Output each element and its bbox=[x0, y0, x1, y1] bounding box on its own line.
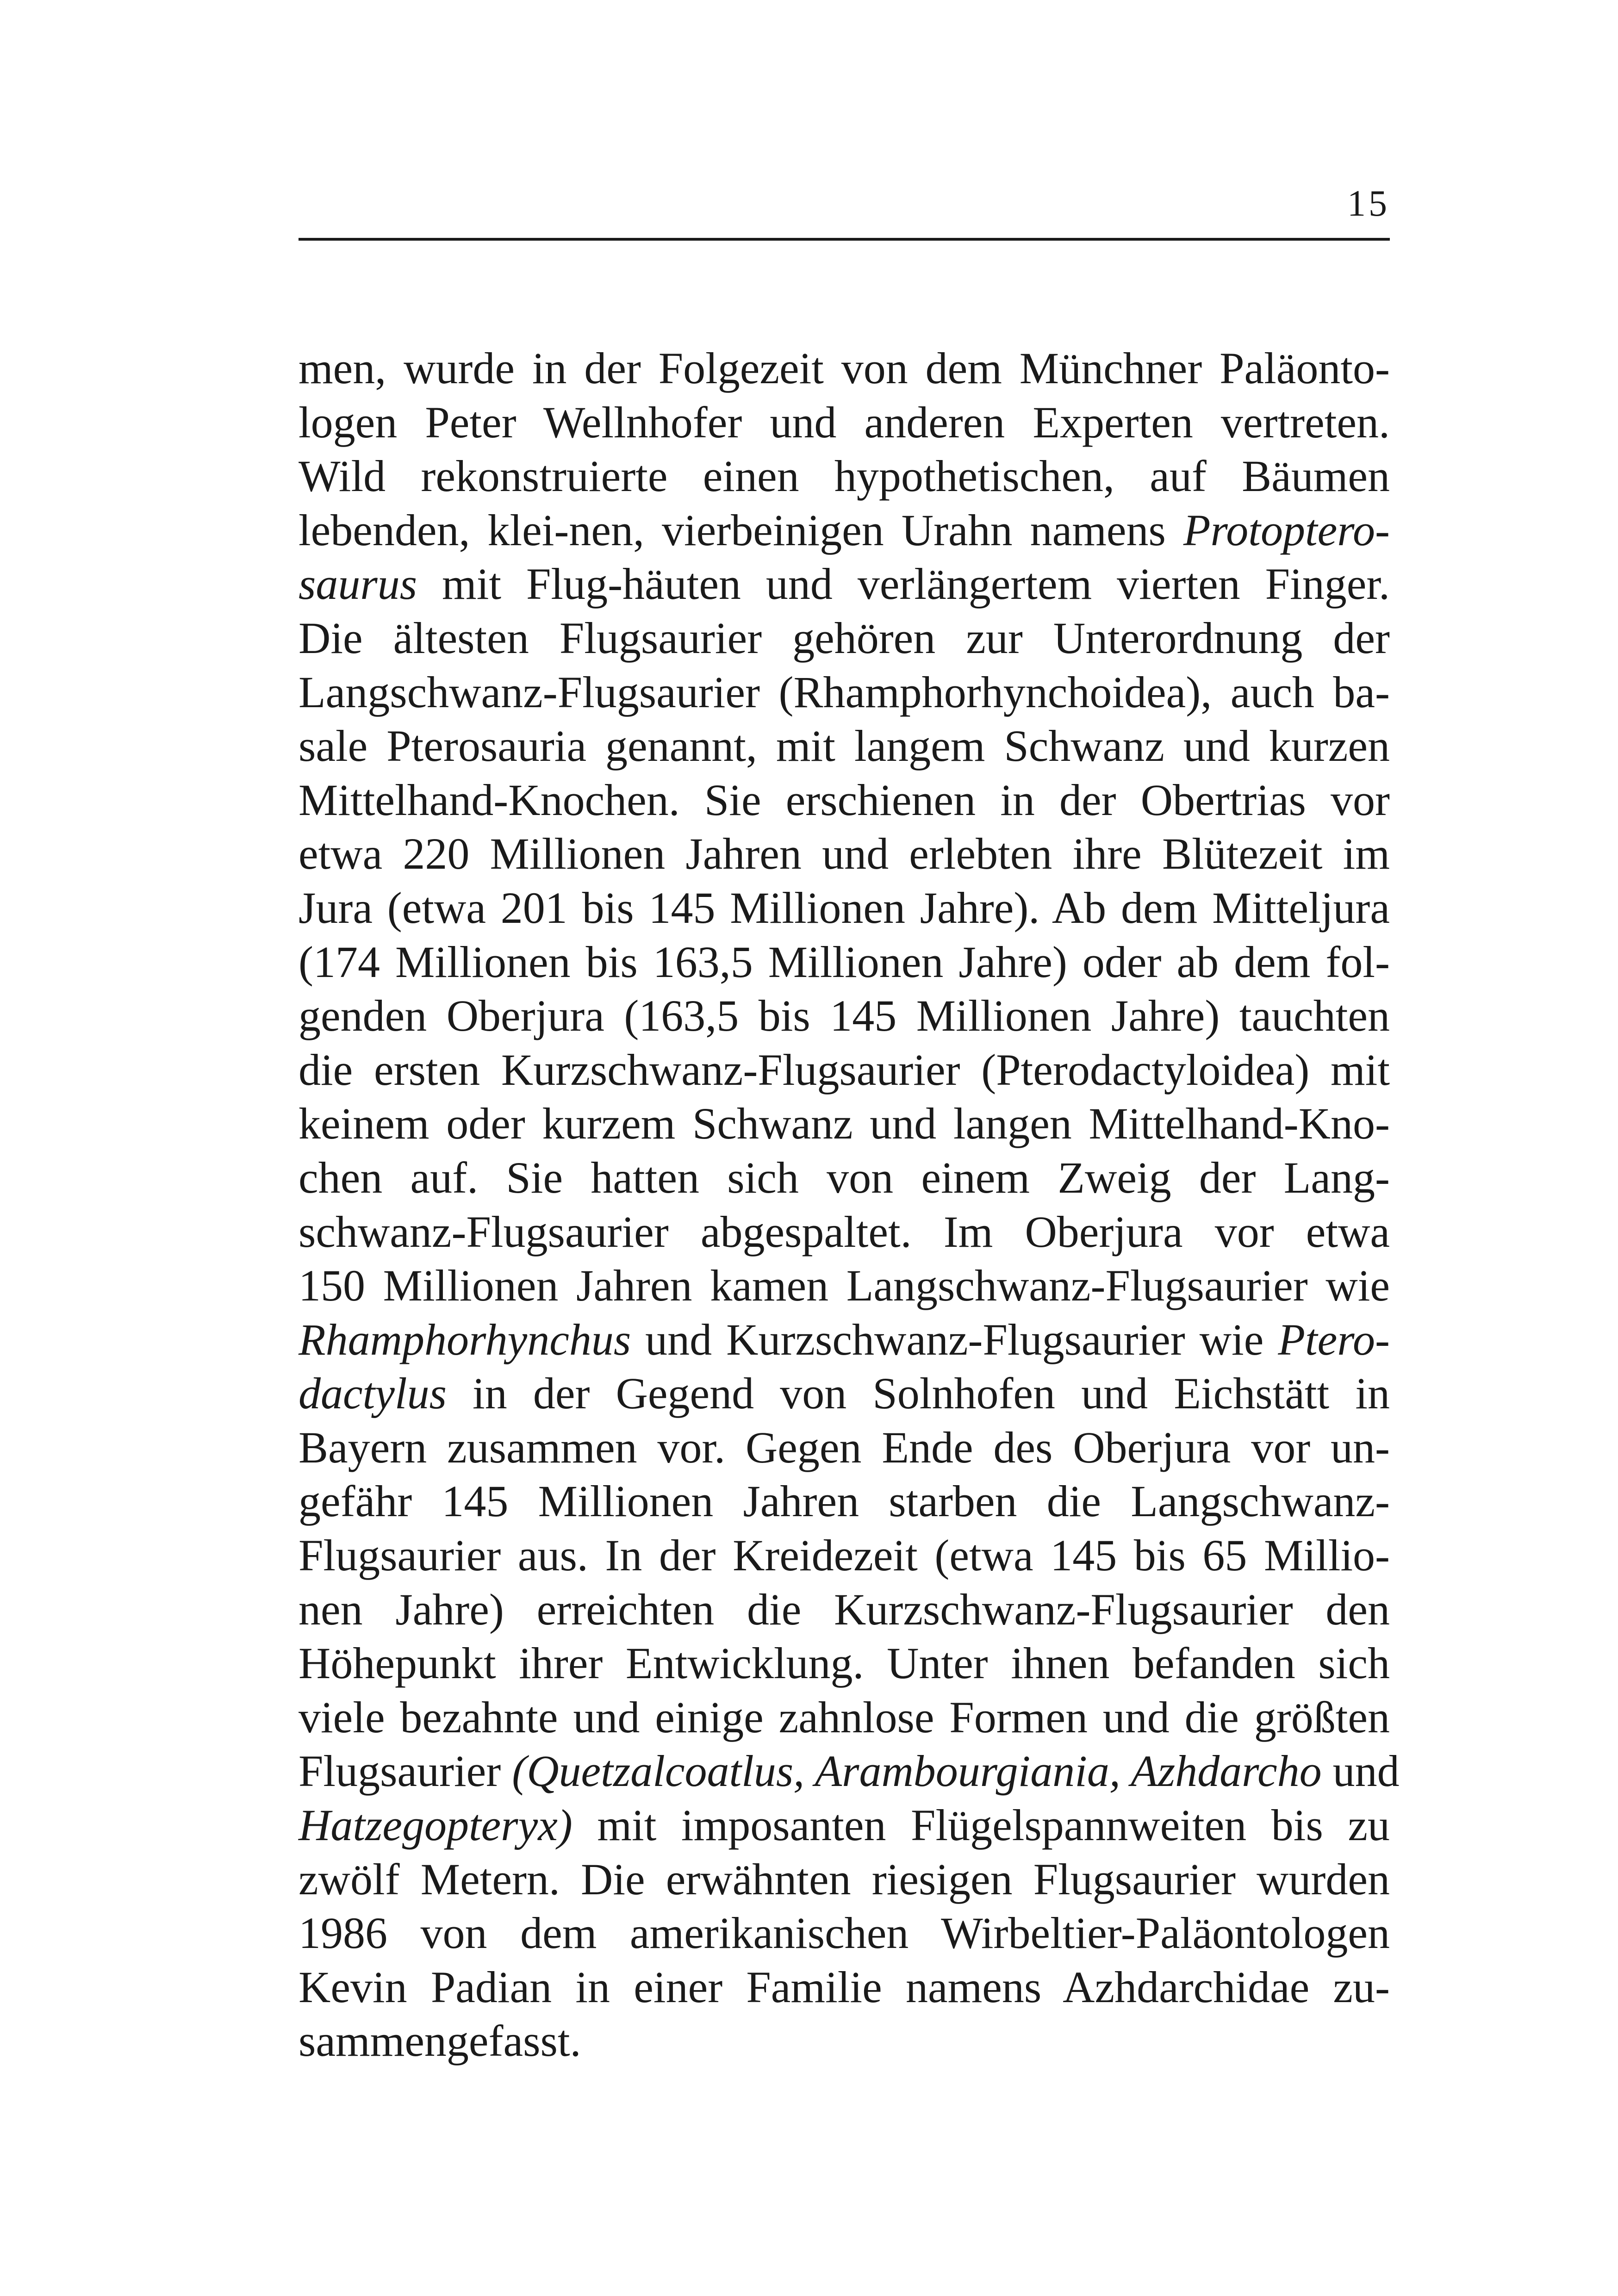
text-line bbox=[299, 449, 1390, 504]
text-line bbox=[299, 1097, 1390, 1151]
text-segment: schwanz-Flugsaurier abgespaltet. Im Oberjura vor etwa bbox=[299, 1207, 1390, 1257]
text-segment: Flugsaurier aus. In der Kreidezeit (etwa 145 bis 65 Millio- bbox=[299, 1531, 1390, 1580]
text-line bbox=[299, 1691, 1390, 1745]
text-segment: zwölf Metern. Die erwähnten riesigen Flugsaurier wurden bbox=[299, 1854, 1390, 1904]
text-segment: lebenden, klei-nen, vierbeinigen Urahn namens bbox=[299, 505, 1183, 555]
text-line bbox=[299, 1798, 1390, 1853]
text-segment: mit Flug-häuten und verlängertem vierten Finger. bbox=[417, 559, 1390, 609]
text-line bbox=[299, 935, 1390, 989]
text-line bbox=[299, 881, 1390, 935]
text-segment: Langschwanz-Flugsaurier (Rhamphorhynchoidea), auch ba- bbox=[299, 667, 1390, 717]
text-line bbox=[299, 1853, 1390, 1907]
text-segment: logen Peter Wellnhofer und anderen Experten vertreten. bbox=[299, 397, 1390, 447]
text-line bbox=[299, 342, 1390, 396]
text-segment: Bayern zusammen vor. Gegen Ende des Oberjura vor un- bbox=[299, 1422, 1390, 1472]
text-line bbox=[299, 1151, 1390, 1205]
text-segment: Kevin Padian in einer Familie namens Azhdarchidae zu- bbox=[299, 1962, 1390, 2012]
text-line bbox=[299, 827, 1390, 881]
text-segment: viele bezahnte und einige zahnlose Formen und die größten bbox=[299, 1692, 1390, 1742]
text-segment: genden Oberjura (163,5 bis 145 Millionen Jahre) tauchten bbox=[299, 991, 1390, 1041]
text-segment: sammengefasst. bbox=[299, 2016, 581, 2066]
body-text bbox=[299, 342, 1400, 2068]
text-segment: Flugsaurier bbox=[299, 1746, 512, 1796]
text-segment: und bbox=[1321, 1746, 1400, 1796]
text-segment: nen Jahre) erreichten die Kurzschwanz-Flugsaurier den bbox=[299, 1584, 1390, 1634]
text-line bbox=[299, 1421, 1390, 1475]
text-line bbox=[299, 989, 1390, 1043]
page-header bbox=[299, 176, 1390, 241]
text-line bbox=[299, 1367, 1390, 1421]
page-number: 15 bbox=[1347, 183, 1390, 224]
text-line bbox=[299, 1906, 1390, 1960]
text-segment: Höhepunkt ihrer Entwicklung. Unter ihnen befanden sich bbox=[299, 1638, 1390, 1688]
italic-text-segment: Ptero- bbox=[1278, 1314, 1390, 1364]
text-segment: in der Gegend von Solnhofen und Eichstätt in bbox=[446, 1369, 1390, 1419]
text-line bbox=[299, 557, 1390, 611]
text-segment: und Kurzschwanz-Flugsaurier wie bbox=[631, 1314, 1278, 1364]
italic-text-segment: Protoptero- bbox=[1183, 505, 1390, 555]
text-segment: mit imposanten Flügelspannweiten bis zu bbox=[572, 1800, 1390, 1850]
text-segment: Die ältesten Flugsaurier gehören zur Unterordnung der bbox=[299, 613, 1390, 663]
text-line bbox=[299, 504, 1390, 558]
text-line bbox=[299, 1529, 1390, 1583]
text-segment: 1986 von dem amerikanischen Wirbeltier-Paläontologen bbox=[299, 1908, 1390, 1958]
text-segment: 150 Millionen Jahren kamen Langschwanz-Flugsaurier wie bbox=[299, 1261, 1390, 1311]
text-line bbox=[299, 1259, 1390, 1313]
text-segment: men, wurde in der Folgezeit von dem Münchner Paläonto- bbox=[299, 343, 1390, 393]
text-line bbox=[299, 1205, 1390, 1259]
text-line bbox=[299, 1043, 1390, 1097]
text-segment: chen auf. Sie hatten sich von einem Zweig der Lang- bbox=[299, 1152, 1390, 1202]
italic-text-segment: Hatzegopteryx) bbox=[299, 1800, 573, 1850]
italic-text-segment: dactylus bbox=[299, 1369, 447, 1419]
text-segment: etwa 220 Millionen Jahren und erlebten ihre Blütezeit im bbox=[299, 829, 1390, 879]
text-line bbox=[299, 773, 1390, 828]
text-line bbox=[299, 1636, 1390, 1691]
text-segment: Wild rekonstruierte einen hypothetischen, auf Bäumen bbox=[299, 451, 1390, 501]
text-line bbox=[299, 1475, 1390, 1529]
text-line bbox=[299, 1313, 1390, 1367]
text-segment: (174 Millionen bis 163,5 Millionen Jahre) oder ab dem fol- bbox=[299, 937, 1390, 987]
italic-text-segment: Rhamphorhynchus bbox=[299, 1314, 631, 1364]
italic-text-segment: (Quetzalcoatlus, Arambourgiania, Azhdarcho bbox=[512, 1746, 1322, 1796]
text-line bbox=[299, 719, 1390, 773]
italic-text-segment: saurus bbox=[299, 559, 417, 609]
text-segment: die ersten Kurzschwanz-Flugsaurier (Pterodactyloidea) mit bbox=[299, 1045, 1390, 1095]
text-segment: keinem oder kurzem Schwanz und langen Mittelhand-Kno- bbox=[299, 1099, 1390, 1149]
text-segment: sale Pterosauria genannt, mit langem Schwanz und kurzen bbox=[299, 721, 1390, 771]
text-line bbox=[299, 1583, 1390, 1637]
header-rule bbox=[299, 238, 1390, 241]
text-line bbox=[299, 396, 1390, 450]
text-line bbox=[299, 666, 1390, 720]
text-line bbox=[299, 1744, 1400, 1798]
text-segment: Mittelhand-Knochen. Sie erschienen in der Obertrias vor bbox=[299, 775, 1390, 825]
text-segment: Jura (etwa 201 bis 145 Millionen Jahre). Ab dem Mitteljura bbox=[299, 883, 1390, 933]
text-line bbox=[299, 2014, 1390, 2068]
text-line bbox=[299, 611, 1390, 666]
text-segment: gefähr 145 Millionen Jahren starben die Langschwanz- bbox=[299, 1476, 1390, 1526]
text-line bbox=[299, 1960, 1390, 2015]
